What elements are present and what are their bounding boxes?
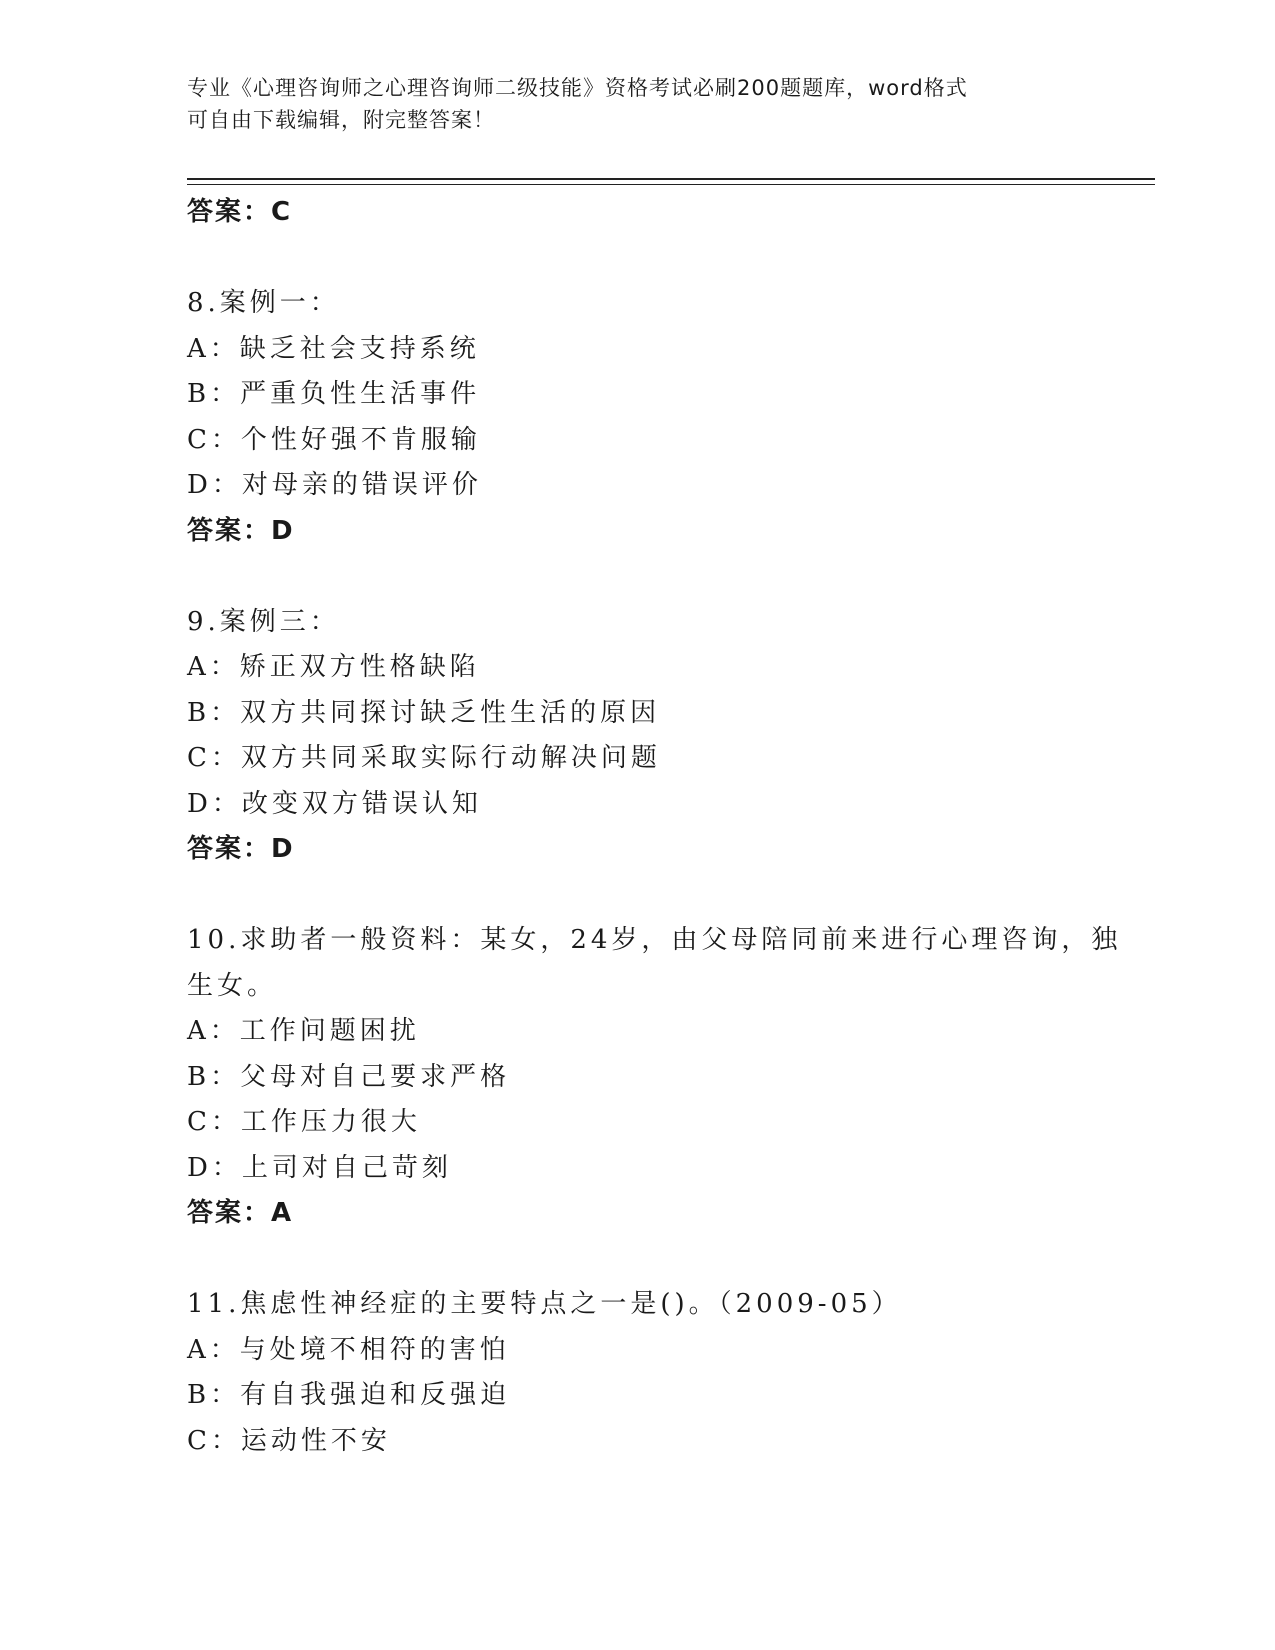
option-c: C：双方共同采取实际行动解决问题	[187, 743, 661, 773]
header-rule-thick	[187, 178, 1155, 180]
spacer	[187, 1237, 1107, 1283]
option-d: D：上司对自己苛刻	[187, 1152, 452, 1183]
option-a: A：工作问题困扰	[187, 1016, 420, 1046]
option-b: B：双方共同探讨缺乏性生活的原因	[187, 697, 661, 728]
question-title: 9.案例三：	[187, 606, 340, 637]
option-d: D：对母亲的错误评价	[187, 470, 482, 500]
question-8	[187, 281, 1107, 554]
document-header	[187, 72, 1087, 136]
answer-previous: 答案：C	[187, 197, 293, 227]
question-10	[187, 918, 1122, 1237]
document-body	[187, 190, 1122, 1464]
option-b: B：父母对自己要求严格	[187, 1061, 511, 1092]
option-b: B：严重负性生活事件	[187, 379, 481, 409]
header-rule-thin	[187, 184, 1155, 185]
question-title: 8.案例一：	[187, 288, 340, 318]
option-a: A：与处境不相符的害怕	[187, 1334, 510, 1365]
spacer	[187, 554, 1107, 600]
question-11	[187, 1282, 1107, 1464]
option-d: D：改变双方错误认知	[187, 788, 482, 819]
answer: 答案：D	[187, 515, 295, 546]
question-title: 11.焦虑性神经症的主要特点之一是()。（2009-05）	[187, 1289, 902, 1319]
spacer	[187, 236, 1107, 282]
option-a: A：缺乏社会支持系统	[187, 333, 480, 364]
header-line-2: 可自由下载编辑，附完整答案！	[187, 108, 495, 132]
option-b: B：有自我强迫和反强迫	[187, 1380, 511, 1410]
option-a: A：矫正双方性格缺陷	[187, 652, 480, 682]
header-line-1: 专业《心理咨询师之心理咨询师二级技能》资格考试必刷200题题库，word格式	[187, 76, 968, 100]
question-9	[187, 600, 1107, 873]
answer: 答案：A	[187, 1198, 294, 1228]
option-c: C：个性好强不肯服输	[187, 424, 481, 455]
option-c: C：运动性不安	[187, 1425, 391, 1456]
answer: 答案：D	[187, 834, 295, 864]
question-title-line-2: 生女。	[187, 970, 278, 1001]
spacer	[187, 873, 1107, 919]
question-title-line-1: 10.求助者一般资料：某女，24岁，由父母陪同前来进行心理咨询，独	[187, 925, 1122, 955]
option-c: C：工作压力很大	[187, 1107, 421, 1137]
